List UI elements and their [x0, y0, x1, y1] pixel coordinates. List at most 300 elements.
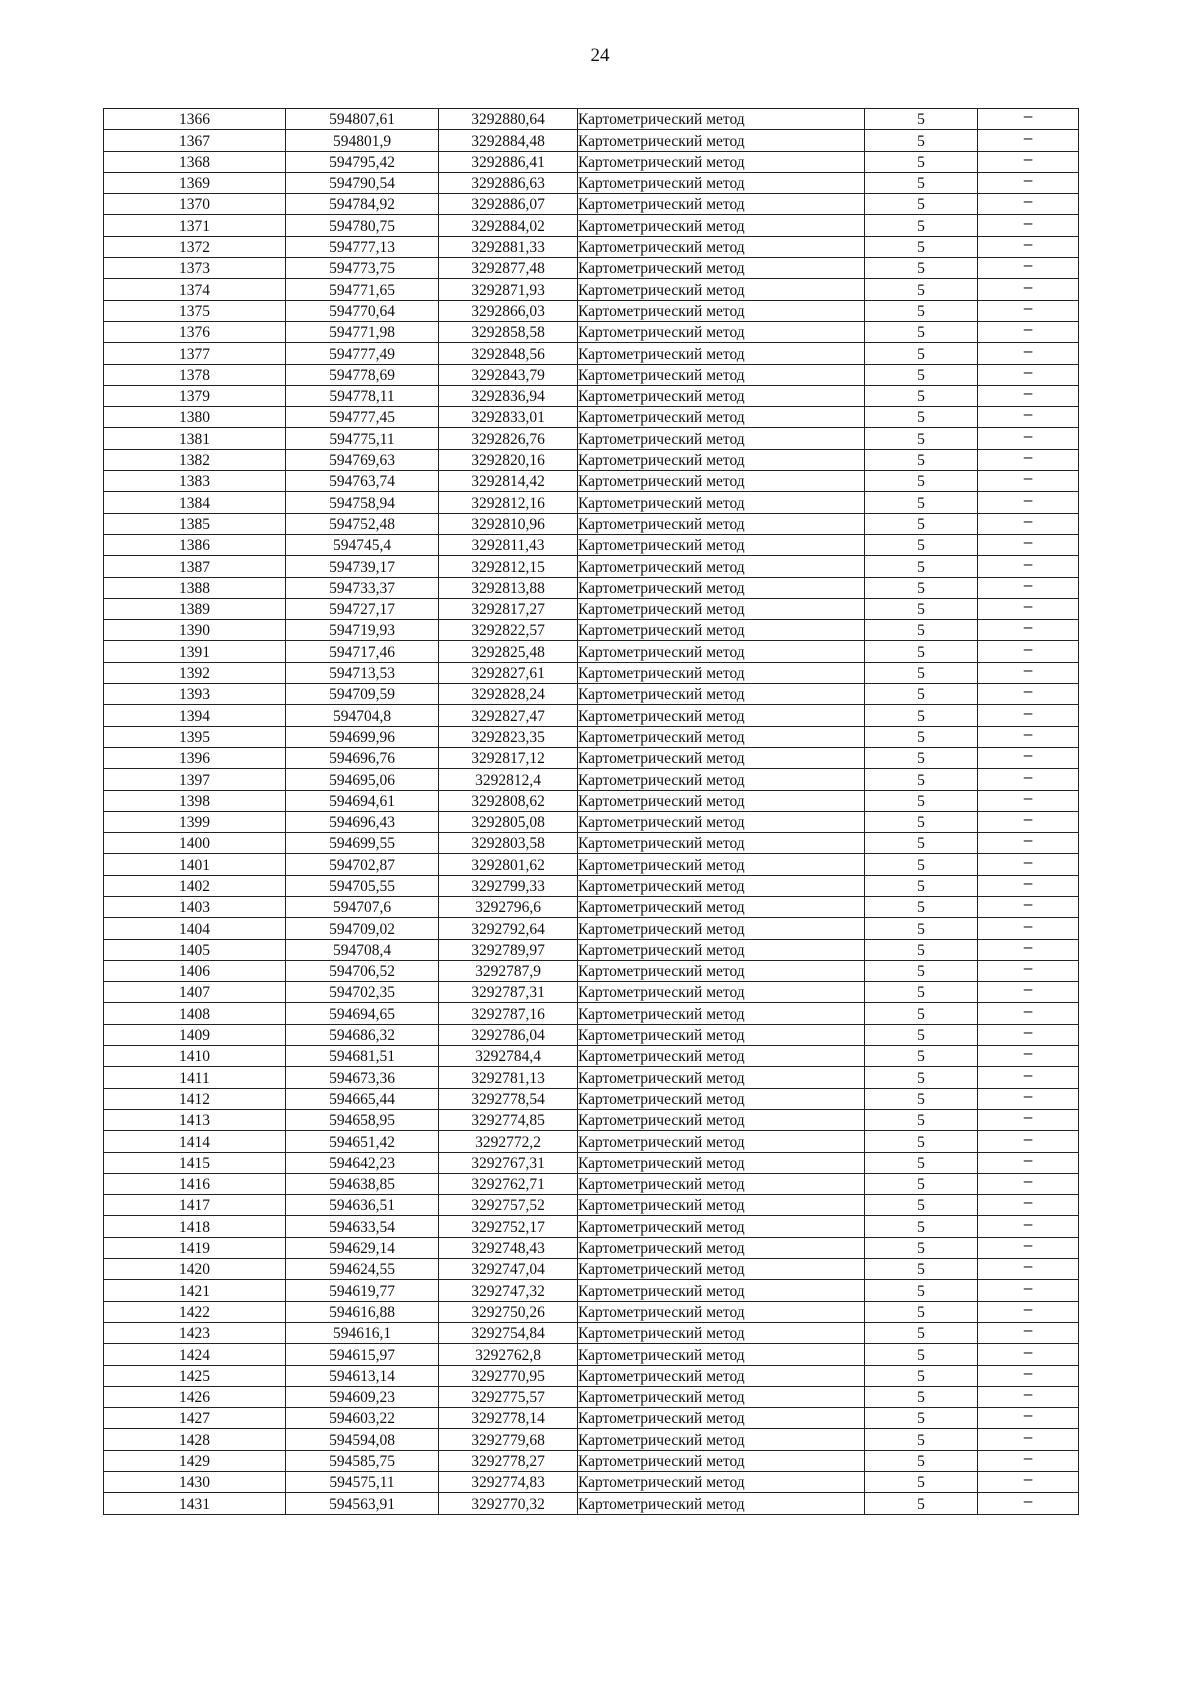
coordinates-table-body: [104, 109, 1079, 1515]
table-row: [104, 854, 1079, 875]
note-cell-text: –: [1023, 108, 1033, 126]
x-coordinate-cell-text: 594717,46: [329, 643, 395, 661]
point-number-cell-text: 1412: [179, 1090, 210, 1108]
point-number-cell-text: 1385: [179, 515, 210, 533]
x-coordinate-cell: [286, 811, 439, 832]
note-cell-text: –: [1023, 364, 1033, 381]
method-cell-text: Картометрический метод: [578, 1090, 745, 1108]
accuracy-cell-text: 5: [917, 1453, 925, 1470]
table-row: [104, 684, 1079, 705]
point-number-cell: [104, 1024, 286, 1045]
point-number-cell-text: 1403: [179, 899, 210, 917]
accuracy-cell: [865, 747, 978, 768]
note-cell: [978, 982, 1079, 1003]
method-cell-text: Картометрический метод: [578, 686, 745, 704]
y-coordinate-cell-text: 3292884,48: [471, 132, 545, 150]
y-coordinate-cell: [439, 321, 578, 342]
table-row: [104, 1024, 1079, 1045]
accuracy-cell-text: 5: [917, 941, 925, 959]
method-cell: [578, 1237, 865, 1258]
note-cell-text: –: [1023, 385, 1033, 403]
table-row: [104, 726, 1079, 747]
note-cell-text: –: [1023, 640, 1033, 658]
accuracy-cell: [865, 1152, 978, 1173]
point-number-cell-text: 1377: [179, 345, 210, 363]
accuracy-cell-text: 5: [917, 1133, 925, 1151]
method-cell: [578, 300, 865, 321]
y-coordinate-cell: [439, 1472, 578, 1493]
y-coordinate-cell-text: 3292836,94: [471, 388, 545, 406]
note-cell-text: –: [1023, 300, 1033, 317]
note-cell-text: –: [1023, 1237, 1033, 1255]
note-cell: [978, 321, 1079, 342]
y-coordinate-cell-text: 3292781,13: [471, 1069, 545, 1087]
accuracy-cell-text: 5: [917, 345, 925, 363]
method-cell-text: Картометрический метод: [578, 771, 745, 789]
x-coordinate-cell-text: 594775,11: [329, 430, 395, 448]
point-number-cell-text: 1425: [179, 1367, 210, 1385]
method-cell: [578, 449, 865, 470]
method-cell-text: Картометрический метод: [578, 941, 745, 959]
y-coordinate-cell: [439, 343, 578, 364]
table-row: [104, 641, 1079, 662]
note-cell-text: –: [1023, 151, 1033, 168]
accuracy-cell-text: 5: [917, 366, 925, 384]
y-coordinate-cell-text: 3292747,32: [471, 1282, 545, 1300]
accuracy-cell-text: 5: [917, 388, 925, 406]
point-number-cell-text: 1372: [179, 239, 210, 257]
y-coordinate-cell: [439, 492, 578, 513]
note-cell: [978, 1472, 1079, 1493]
y-coordinate-cell-text: 3292787,31: [471, 984, 545, 1002]
point-number-cell-text: 1389: [179, 601, 210, 619]
point-number-cell: [104, 364, 286, 385]
x-coordinate-cell: [286, 1344, 439, 1365]
note-cell-text: –: [1023, 1343, 1033, 1361]
y-coordinate-cell: [439, 1024, 578, 1045]
note-cell: [978, 684, 1079, 705]
y-coordinate-cell-text: 3292833,01: [471, 409, 545, 427]
y-coordinate-cell-text: 3292762,71: [471, 1176, 545, 1194]
x-coordinate-cell-text: 594708,4: [332, 941, 392, 959]
table-row: [104, 1003, 1079, 1024]
method-cell: [578, 1365, 865, 1386]
method-cell: [578, 194, 865, 215]
method-cell: [578, 556, 865, 577]
accuracy-cell: [865, 875, 978, 896]
table-row: [104, 875, 1079, 896]
y-coordinate-cell: [439, 1046, 578, 1067]
y-coordinate-cell-text: 3292774,85: [471, 1112, 545, 1130]
page-number: 24: [590, 45, 610, 66]
accuracy-cell: [865, 1216, 978, 1237]
method-cell: [578, 854, 865, 875]
x-coordinate-cell: [286, 1386, 439, 1407]
method-cell: [578, 790, 865, 811]
y-coordinate-cell: [439, 1195, 578, 1216]
accuracy-cell-text: 5: [917, 239, 925, 257]
method-cell-text: Картометрический метод: [578, 1048, 745, 1066]
y-coordinate-cell: [439, 833, 578, 854]
table-row: [104, 1088, 1079, 1109]
accuracy-cell-text: 5: [917, 835, 925, 853]
accuracy-cell-text: 5: [917, 792, 925, 810]
x-coordinate-cell: [286, 641, 439, 662]
accuracy-cell-text: 5: [917, 1197, 925, 1215]
accuracy-cell: [865, 321, 978, 342]
note-cell: [978, 598, 1079, 619]
y-coordinate-cell-text: 3292848,56: [471, 345, 545, 363]
method-cell-text: Картометрический метод: [578, 473, 745, 491]
point-number-cell-text: 1421: [179, 1282, 210, 1300]
note-cell-text: –: [1023, 1365, 1033, 1382]
x-coordinate-cell-text: 594658,95: [329, 1112, 395, 1130]
note-cell-text: –: [1023, 832, 1033, 850]
accuracy-cell-text: 5: [917, 856, 925, 874]
y-coordinate-cell-text: 3292786,04: [471, 1027, 545, 1045]
accuracy-cell-text: 5: [917, 1303, 925, 1321]
accuracy-cell: [865, 364, 978, 385]
accuracy-cell-text: 5: [917, 558, 925, 576]
point-number-cell: [104, 321, 286, 342]
y-coordinate-cell-text: 3292827,47: [471, 707, 545, 725]
point-number-cell-text: 1407: [179, 984, 210, 1002]
method-cell-text: Картометрический метод: [578, 1154, 745, 1172]
y-coordinate-cell: [439, 726, 578, 747]
accuracy-cell-text: 5: [917, 1346, 925, 1364]
method-cell: [578, 1131, 865, 1152]
accuracy-cell-text: 5: [917, 643, 925, 661]
accuracy-cell-text: 5: [917, 963, 925, 981]
method-cell-text: Картометрический метод: [578, 835, 745, 853]
accuracy-cell-text: 5: [917, 1474, 925, 1492]
point-number-cell: [104, 172, 286, 193]
point-number-cell: [104, 577, 286, 598]
point-number-cell-text: 1401: [179, 856, 210, 874]
method-cell-text: Картометрический метод: [578, 1389, 745, 1407]
x-coordinate-cell: [286, 151, 439, 172]
note-cell: [978, 449, 1079, 470]
note-cell-text: –: [1023, 278, 1033, 296]
note-cell-text: –: [1023, 960, 1033, 978]
y-coordinate-cell-text: 3292810,96: [471, 515, 545, 533]
y-coordinate-cell-text: 3292884,02: [471, 217, 545, 235]
table-row: [104, 343, 1079, 364]
accuracy-cell: [865, 811, 978, 832]
x-coordinate-cell: [286, 215, 439, 236]
x-coordinate-cell: [286, 1173, 439, 1194]
y-coordinate-cell-text: 3292817,27: [471, 601, 545, 619]
method-cell-text: Картометрический метод: [578, 388, 745, 406]
y-coordinate-cell: [439, 641, 578, 662]
y-coordinate-cell: [439, 471, 578, 492]
y-coordinate-cell-text: 3292880,64: [471, 111, 545, 129]
table-row: [104, 939, 1079, 960]
note-cell-text: –: [1023, 321, 1033, 339]
y-coordinate-cell: [439, 598, 578, 619]
method-cell-text: Картометрический метод: [578, 302, 745, 320]
y-coordinate-cell: [439, 1216, 578, 1237]
table-row: [104, 1173, 1079, 1194]
table-row: [104, 1493, 1079, 1514]
y-coordinate-cell-text: 3292787,16: [471, 1005, 545, 1023]
accuracy-cell-text: 5: [917, 1495, 925, 1513]
y-coordinate-cell: [439, 449, 578, 470]
table-row: [104, 172, 1079, 193]
accuracy-cell-text: 5: [917, 409, 925, 427]
accuracy-cell: [865, 385, 978, 406]
y-coordinate-cell-text: 3292805,08: [471, 814, 545, 832]
x-coordinate-cell-text: 594780,75: [329, 217, 395, 235]
method-cell: [578, 1450, 865, 1471]
method-cell-text: Картометрический метод: [578, 984, 745, 1002]
x-coordinate-cell: [286, 130, 439, 151]
y-coordinate-cell: [439, 1429, 578, 1450]
x-coordinate-cell-text: 594686,32: [329, 1027, 395, 1045]
note-cell: [978, 534, 1079, 555]
x-coordinate-cell: [286, 1003, 439, 1024]
method-cell: [578, 1216, 865, 1237]
point-number-cell: [104, 1322, 286, 1343]
x-coordinate-cell: [286, 854, 439, 875]
note-cell: [978, 1088, 1079, 1109]
point-number-cell-text: 1367: [179, 132, 210, 150]
note-cell-text: –: [1023, 1258, 1033, 1276]
x-coordinate-cell: [286, 343, 439, 364]
method-cell: [578, 534, 865, 555]
x-coordinate-cell: [286, 1088, 439, 1109]
table-row: [104, 1237, 1079, 1258]
point-number-cell: [104, 1152, 286, 1173]
x-coordinate-cell: [286, 896, 439, 917]
accuracy-cell: [865, 1322, 978, 1343]
accuracy-cell: [865, 620, 978, 641]
table-row: [104, 385, 1079, 406]
note-cell: [978, 1003, 1079, 1024]
y-coordinate-cell-text: 3292784,4: [475, 1048, 541, 1066]
note-cell-text: –: [1023, 726, 1033, 743]
accuracy-cell-text: 5: [917, 1090, 925, 1108]
y-coordinate-cell: [439, 918, 578, 939]
y-coordinate-cell: [439, 1450, 578, 1471]
x-coordinate-cell-text: 594745,4: [332, 537, 392, 555]
note-cell: [978, 1173, 1079, 1194]
note-cell-text: –: [1023, 1428, 1033, 1446]
accuracy-cell-text: 5: [917, 1240, 925, 1258]
point-number-cell-text: 1418: [179, 1218, 210, 1236]
note-cell-text: –: [1023, 129, 1033, 147]
point-number-cell: [104, 109, 286, 130]
method-cell: [578, 279, 865, 300]
x-coordinate-cell: [286, 364, 439, 385]
y-coordinate-cell: [439, 385, 578, 406]
accuracy-cell: [865, 1237, 978, 1258]
point-number-cell: [104, 258, 286, 279]
x-coordinate-cell: [286, 1067, 439, 1088]
y-coordinate-cell: [439, 1173, 578, 1194]
method-cell: [578, 321, 865, 342]
accuracy-cell: [865, 769, 978, 790]
table-row: [104, 705, 1079, 726]
x-coordinate-cell-text: 594704,8: [332, 707, 392, 725]
method-cell-text: Картометрический метод: [578, 111, 745, 129]
table-row: [104, 1109, 1079, 1130]
method-cell: [578, 918, 865, 939]
point-number-cell-text: 1397: [179, 771, 210, 789]
method-cell-text: Картометрический метод: [578, 728, 745, 746]
point-number-cell-text: 1430: [179, 1474, 210, 1492]
note-cell: [978, 918, 1079, 939]
accuracy-cell-text: 5: [917, 920, 925, 938]
method-cell-text: Картометрический метод: [578, 452, 745, 470]
point-number-cell-text: 1395: [179, 728, 210, 746]
point-number-cell: [104, 896, 286, 917]
point-number-cell-text: 1392: [179, 665, 210, 683]
point-number-cell: [104, 918, 286, 939]
accuracy-cell-text: 5: [917, 1005, 925, 1023]
x-coordinate-cell: [286, 1322, 439, 1343]
x-coordinate-cell: [286, 1131, 439, 1152]
method-cell-text: Картометрический метод: [578, 515, 745, 533]
point-number-cell: [104, 1131, 286, 1152]
accuracy-cell-text: 5: [917, 750, 925, 768]
accuracy-cell-text: 5: [917, 537, 925, 555]
accuracy-cell: [865, 982, 978, 1003]
point-number-cell-text: 1368: [179, 153, 210, 171]
method-cell: [578, 1472, 865, 1493]
point-number-cell: [104, 428, 286, 449]
point-number-cell: [104, 811, 286, 832]
y-coordinate-cell: [439, 620, 578, 641]
point-number-cell-text: 1379: [179, 388, 210, 406]
table-row: [104, 215, 1079, 236]
method-cell: [578, 513, 865, 534]
accuracy-cell-text: 5: [917, 494, 925, 512]
method-cell-text: Картометрический метод: [578, 856, 745, 874]
note-cell-text: –: [1023, 470, 1033, 488]
table-row: [104, 534, 1079, 555]
point-number-cell-text: 1411: [179, 1069, 210, 1087]
note-cell-text: –: [1023, 1215, 1033, 1233]
note-cell: [978, 1067, 1079, 1088]
x-coordinate-cell: [286, 1046, 439, 1067]
y-coordinate-cell: [439, 1322, 578, 1343]
method-cell-text: Картометрический метод: [578, 153, 745, 171]
note-cell: [978, 854, 1079, 875]
accuracy-cell-text: 5: [917, 899, 925, 917]
accuracy-cell: [865, 449, 978, 470]
point-number-cell-text: 1374: [179, 281, 210, 299]
x-coordinate-cell: [286, 1280, 439, 1301]
accuracy-cell-text: 5: [917, 1431, 925, 1449]
y-coordinate-cell-text: 3292747,04: [471, 1261, 545, 1279]
table-row: [104, 130, 1079, 151]
note-cell: [978, 1131, 1079, 1152]
note-cell: [978, 641, 1079, 662]
y-coordinate-cell: [439, 960, 578, 981]
point-number-cell-text: 1375: [179, 302, 210, 320]
point-number-cell-text: 1384: [179, 494, 210, 512]
accuracy-cell: [865, 215, 978, 236]
y-coordinate-cell: [439, 705, 578, 726]
note-cell-text: –: [1023, 342, 1033, 360]
accuracy-cell: [865, 194, 978, 215]
note-cell: [978, 705, 1079, 726]
x-coordinate-cell-text: 594795,42: [329, 153, 395, 171]
x-coordinate-cell-text: 594758,94: [329, 494, 395, 512]
method-cell: [578, 364, 865, 385]
method-cell: [578, 684, 865, 705]
table-row: [104, 769, 1079, 790]
x-coordinate-cell: [286, 598, 439, 619]
table-row: [104, 428, 1079, 449]
note-cell: [978, 343, 1079, 364]
method-cell-text: Картометрический метод: [578, 196, 745, 214]
note-cell-text: –: [1023, 555, 1033, 573]
y-coordinate-cell-text: 3292778,27: [471, 1453, 545, 1470]
table-row: [104, 577, 1079, 598]
note-cell: [978, 364, 1079, 385]
note-cell: [978, 1450, 1079, 1471]
point-number-cell-text: 1390: [179, 622, 210, 640]
accuracy-cell-text: 5: [917, 601, 925, 619]
note-cell: [978, 790, 1079, 811]
method-cell: [578, 1259, 865, 1280]
method-cell-text: Картометрический метод: [578, 132, 745, 150]
point-number-cell-text: 1419: [179, 1240, 210, 1258]
x-coordinate-cell-text: 594613,14: [329, 1367, 395, 1385]
note-cell-text: –: [1023, 1279, 1033, 1297]
note-cell-text: –: [1023, 598, 1033, 616]
x-coordinate-cell-text: 594706,52: [329, 963, 395, 981]
x-coordinate-cell-text: 594713,53: [329, 665, 395, 683]
note-cell: [978, 726, 1079, 747]
x-coordinate-cell-text: 594733,37: [329, 579, 395, 597]
accuracy-cell-text: 5: [917, 217, 925, 235]
y-coordinate-cell-text: 3292843,79: [471, 366, 545, 384]
method-cell-text: Картометрический метод: [578, 324, 745, 342]
point-number-cell-text: 1382: [179, 452, 210, 470]
point-number-cell-text: 1404: [179, 920, 210, 938]
accuracy-cell: [865, 1429, 978, 1450]
y-coordinate-cell-text: 3292779,68: [471, 1431, 545, 1449]
note-cell-text: –: [1023, 896, 1033, 914]
x-coordinate-cell: [286, 513, 439, 534]
accuracy-cell-text: 5: [917, 1282, 925, 1300]
method-cell: [578, 939, 865, 960]
y-coordinate-cell: [439, 236, 578, 257]
point-number-cell: [104, 620, 286, 641]
point-number-cell: [104, 1088, 286, 1109]
x-coordinate-cell: [286, 449, 439, 470]
method-cell: [578, 1173, 865, 1194]
note-cell: [978, 513, 1079, 534]
note-cell-text: –: [1023, 193, 1033, 211]
point-number-cell: [104, 1344, 286, 1365]
method-cell: [578, 833, 865, 854]
point-number-cell-text: 1369: [179, 175, 210, 193]
method-cell: [578, 109, 865, 130]
x-coordinate-cell: [286, 620, 439, 641]
method-cell-text: Картометрический метод: [578, 1112, 745, 1130]
y-coordinate-cell: [439, 684, 578, 705]
method-cell-text: Картометрический метод: [578, 963, 745, 981]
accuracy-cell: [865, 1472, 978, 1493]
method-cell: [578, 385, 865, 406]
point-number-cell: [104, 1280, 286, 1301]
method-cell: [578, 1322, 865, 1343]
point-number-cell: [104, 662, 286, 683]
